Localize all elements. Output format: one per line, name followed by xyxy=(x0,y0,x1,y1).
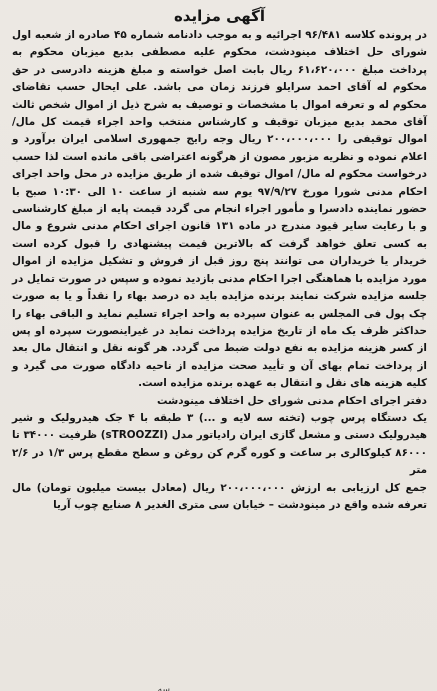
notice-title: آگهی مزایده xyxy=(173,7,266,25)
notice-paragraph-total: جمع کل ارزیابی به ارزش ۲۰۰،۰۰۰،۰۰۰ ریال (معادل بیست میلیون تومان) مال تعرفه شده واقع در مینودشت – خیابان سی متری الغدیر ۸ صنایع چوب آریا xyxy=(12,481,428,511)
cut-off-footer-text: سه xyxy=(157,685,170,691)
notice-body xyxy=(12,27,427,514)
notice-paragraph-main: در پرونده کلاسه ۹۶/۴۸۱ اجرائیه و به موجب دادنامه شماره ۴۵ صادره از شعبه اول شورای حل اختلاف مینودشت، محکوم علیه مصطفی بدیع میزبان محکوم به پرداخت مبلغ ۶۱،۶۲۰،۰۰۰ ریال بابت اصل خواسته و مبلغ هزینه دادرسی در حق محکوم له آقای احمد سرایلو فرزند زمان می باشد. علی ایحال حسب تقاضای محکوم له و تعرفه اموال با مشخصات و توصیف به شرح ذیل از اموال شخص ثالث آقای محمد بدیع میزبان توقیف و کارشناس منتخب واحد اجراء قیمت کل مال/ اموال توقیفی را ۲۰۰،۰۰۰،۰۰۰ ریال وجه رایج جمهوری اسلامی ایران برآورد و اعلام نموده و نظریه مزبور مصون از هرگونه اعتراضی باقی مانده است لذا حسب درخواست محکوم له مال/ اموال توقیف شده از طریق مزایده در محل واحد اجرای احکام مدنی شورا مورخ ۹۷/۹/۲۷ یوم سه شنبه از ساعت ۱۰ الی ۱۰:۳۰ صبح با حضور نماینده دادسرا و مأمور اجراء انجام می گردد قیمت پایه از مبلغ کارشناسی و با رعایت سایر قیود مندرج در ماده ۱۳۱ قانون اجرای احکام مدنی شروع و مال به کسی تعلق خواهد گرفت که بالاترین قیمت پیشنهادی را قبول کرده است خریدار یا خریداران می توانند پنج روز قبل از فروش و تشکیل مزایده از اموال مورد مزایده با هماهنگی اجرا احکام مدنی بازدید نموده و سپس در صورت تمایل در جلسه مزایده شرکت نمایند برنده مزایده باید ده درصد بهاء را نقداً و یا به صورت چک پول فی المجلس به عنوان سپرده به واحد اجراء تسلیم نماید و الباقی بهاء را حداکثر ظرف یک ماه از تاریخ مزایده پرداخت نماید در غیراینصورت سپرده او پس از کسر هزینه مزایده به نفع دولت ضبط می گردد. هر گونه نقل و انتقال مال بعد از پرداخت تمام بهای آن و تأیید صحت مزایده از ناحیه دادگاه صورت می گیرد و کلیه هزینه های نقل و انتقال به عهده برنده مزایده است. xyxy=(12,29,428,390)
notice-paragraph-office: دفتر اجرای احکام مدنی شورای حل اختلاف مینودشت xyxy=(156,394,427,407)
notice-paragraph-items: یک دستگاه پرس چوب (تخته سه لایه و ...) ۳ طبقه با ۴ جک هیدرولیک و شیر هیدرولیک دستی و مشعل گازی ایران رادیاتور مدل (sTROOZZI) ظرفیت ۳۴۰۰۰ تا ۸۶۰۰۰ کیلوکالری بر ساعت و کوره گرم کن روغن و سطح مقطع پرس ۱/۳ در ۲/۶ متر xyxy=(12,411,428,477)
